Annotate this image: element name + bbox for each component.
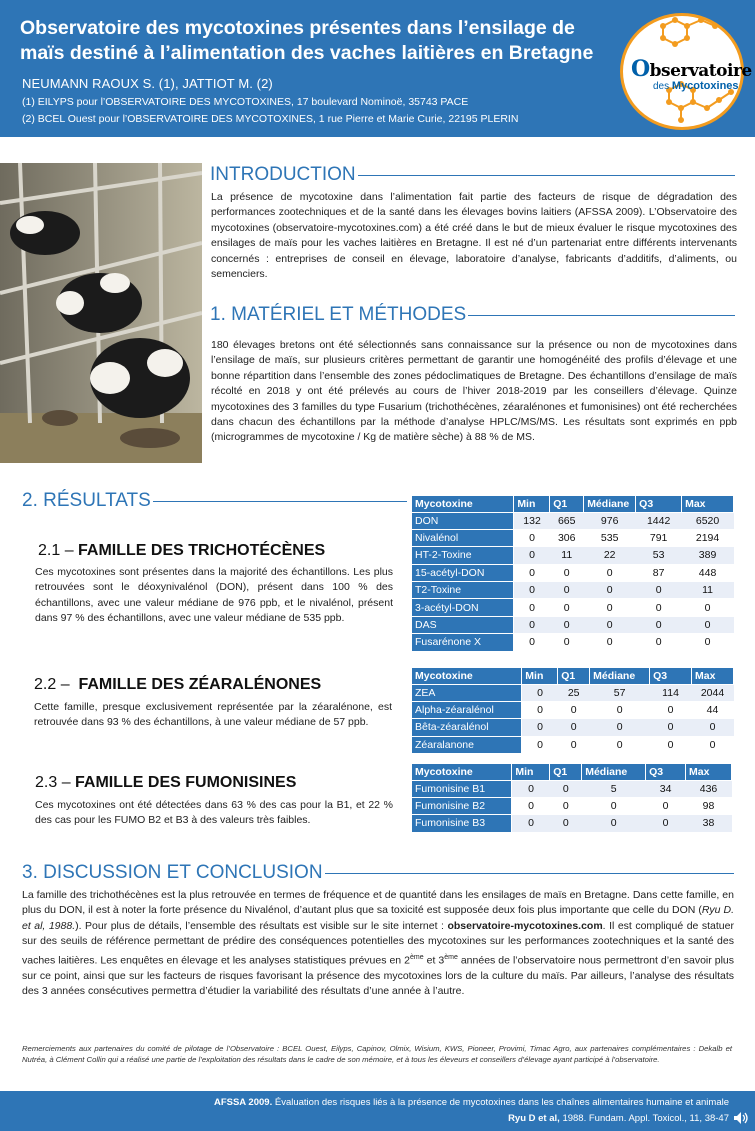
table-header-cell: Q1 xyxy=(558,668,590,684)
table-header-cell: Q1 xyxy=(550,764,582,780)
value-cell: 0 xyxy=(636,616,682,633)
table-row xyxy=(412,616,734,633)
value-cell: 6520 xyxy=(682,512,734,529)
mycotoxin-name-cell: Alpha-zéaralénol xyxy=(412,701,522,718)
value-cell: 0 xyxy=(550,815,582,832)
acknowledgements: Remerciements aux partenaires du comité de pilotage de l’Observatoire : BCEL Ouest, Eilyps, Capinov, Olmix, Wisium, KWS, Pioneer, Provimi, Timac Agro, aux partenaires complémentaires : Dekalb et Nutréa, à Clément Collin qui a réalisé une partie de l’exploitation des résultats dans le cadre de son mémoire, et à tous les éleveurs et conseillers d’élevage ayant participé à l’observatoire. xyxy=(22,1044,732,1064)
value-cell: 0 xyxy=(550,564,584,581)
discussion-heading: 3. DISCUSSION ET CONCLUSION xyxy=(22,862,734,884)
value-cell: 25 xyxy=(558,684,590,701)
value-cell: 98 xyxy=(686,797,732,814)
cows-photo xyxy=(0,163,202,463)
value-cell: 0 xyxy=(636,599,682,616)
value-cell: 0 xyxy=(590,736,650,753)
value-cell: 389 xyxy=(682,547,734,564)
fumonisines-table xyxy=(412,764,732,833)
logo-subtitle: des Mycotoxines xyxy=(653,80,739,92)
value-cell: 976 xyxy=(584,512,636,529)
table-row xyxy=(412,547,734,564)
value-cell: 1442 xyxy=(636,512,682,529)
value-cell: 0 xyxy=(550,616,584,633)
value-cell: 0 xyxy=(646,815,686,832)
value-cell: 0 xyxy=(636,582,682,599)
table-header-cell: Q1 xyxy=(550,496,584,512)
value-cell: 0 xyxy=(636,634,682,651)
reference-2: Ryu D et al, 1988. Fundam. Appl. Toxicol., 11, 38-47 xyxy=(508,1113,729,1124)
value-cell: 306 xyxy=(550,529,584,546)
references-footer xyxy=(0,1091,755,1131)
value-cell: 11 xyxy=(682,582,734,599)
value-cell: 0 xyxy=(550,634,584,651)
value-cell: 0 xyxy=(522,736,558,753)
introduction-text: La présence de mycotoxine dans l’alimentation fait partie des facteurs de risque de dégradation des performances zootechniques et de la santé dans les élevages bovins laitiers (AFSSA 2009). L’Observatoire des mycotoxines (observatoire-mycotoxines.com) a été créé dans le but de mieux évaluer le risque mycotoxines des ensilages de maïs pour les vaches laitières en Bretagne. Il est né d’un partenariat entre différents intervenants concernés : entreprises de conseil en élevage, laboratoire d’analyse, fabricants d’additifs, d’aliments, ou semenciers. xyxy=(211,191,737,281)
value-cell: 0 xyxy=(582,797,646,814)
value-cell: 0 xyxy=(558,736,590,753)
mycotoxin-name-cell: Fusarénone X xyxy=(412,634,514,651)
value-cell: 0 xyxy=(514,634,550,651)
table-header-cell: Min xyxy=(522,668,558,684)
value-cell: 2044 xyxy=(692,684,734,701)
table-header-cell: Min xyxy=(514,496,550,512)
speaker-icon[interactable] xyxy=(733,1111,749,1125)
discussion-text: La famille des trichothécènes est la plus retrouvée en termes de fréquence et de quantité dans les ensilages de maïs en Bretagne. Dans cette famille, en plus du DON, il est à noter la forte présence du Nivalénol, d’autant plus que sa toxicité est supposée deux fois plus importante que celle du DON (Ryu D. et al, 1988.). Pour plus de détails, l’ensemble des résultats est visible sur le site internet : observatoire-mycotoxines.com. Il est compliqué de statuer sur des seuils de référence permettant de prédire des conséquences potentielles des mycotoxines sur les performances zootechniques et la santé des vaches laitières. Les enquêtes en élevage et les analyses statistiques prévues en 2ème et 3ème années de l’observatoire nous permettront d’en savoir plus sur ce point, ainsi que sur les facteurs de risques favorisant la présence des mycotoxines lors de la culture du maïs. Par ailleurs, l’analyse des résultats des 3 années consécutives permettra d’étudier la variabilité des résultats d’une année à l’autre. xyxy=(22,889,734,997)
value-cell: 0 xyxy=(584,616,636,633)
value-cell: 34 xyxy=(646,780,686,797)
value-cell: 0 xyxy=(550,797,582,814)
value-cell: 38 xyxy=(686,815,732,832)
table-header-cell: Min xyxy=(512,764,550,780)
table-header-cell: Mycotoxine xyxy=(412,668,522,684)
mycotoxin-name-cell: T2-Toxine xyxy=(412,582,514,599)
mycotoxin-name-cell: Bêta-zéaralénol xyxy=(412,719,522,736)
methods-heading: 1. MATÉRIEL ET MÉTHODES xyxy=(210,304,735,326)
mycotoxin-name-cell: Fumonisine B3 xyxy=(412,815,512,832)
value-cell: 5 xyxy=(582,780,646,797)
table-row xyxy=(412,599,734,616)
value-cell: 57 xyxy=(590,684,650,701)
value-cell: 0 xyxy=(590,701,650,718)
value-cell: 0 xyxy=(522,701,558,718)
value-cell: 87 xyxy=(636,564,682,581)
value-cell: 0 xyxy=(692,736,734,753)
value-cell: 665 xyxy=(550,512,584,529)
value-cell: 0 xyxy=(558,701,590,718)
value-cell: 0 xyxy=(514,564,550,581)
value-cell: 0 xyxy=(512,815,550,832)
value-cell: 0 xyxy=(682,599,734,616)
value-cell: 0 xyxy=(584,599,636,616)
value-cell: 0 xyxy=(692,719,734,736)
mycotoxin-name-cell: Nivalénol xyxy=(412,529,514,546)
results-subsection-1-text: Ces mycotoxines sont présentes dans la majorité des échantillons. Les plus retrouvées sont le déoxynivalénol (DON), présent dans 100 % des échantillons, avec une valeur médiane de 976 ppb, et le nivalénol, présent dans 97 % des échantillons, avec une valeur médiane de 535 ppb. xyxy=(35,566,393,625)
table-row xyxy=(412,719,734,736)
value-cell: 0 xyxy=(584,564,636,581)
value-cell: 0 xyxy=(682,616,734,633)
table-row xyxy=(412,564,734,581)
reference-1: AFSSA 2009. Évaluation des risques liés à la présence de mycotoxines dans les chaînes alimentaires humaine et animale xyxy=(213,1097,729,1108)
value-cell: 448 xyxy=(682,564,734,581)
affiliation-1: (1) EILYPS pour l’OBSERVATOIRE DES MYCOTOXINES, 17 boulevard Nominoë, 35743 PACE xyxy=(22,96,469,108)
mycotoxin-name-cell: ZEA xyxy=(412,684,522,701)
value-cell: 0 xyxy=(682,634,734,651)
value-cell: 0 xyxy=(650,736,692,753)
value-cell: 44 xyxy=(692,701,734,718)
table-row xyxy=(412,815,732,832)
value-cell: 535 xyxy=(584,529,636,546)
table-header-cell: Q3 xyxy=(650,668,692,684)
table-row xyxy=(412,529,734,546)
value-cell: 53 xyxy=(636,547,682,564)
table-header-cell: Max xyxy=(682,496,734,512)
zearalenones-table xyxy=(412,668,734,754)
value-cell: 114 xyxy=(650,684,692,701)
table-row xyxy=(412,797,732,814)
table-row xyxy=(412,736,734,753)
value-cell: 0 xyxy=(584,634,636,651)
authors: NEUMANN RAOUX S. (1), JATTIOT M. (2) xyxy=(22,76,273,91)
value-cell: 0 xyxy=(550,599,584,616)
mycotoxin-name-cell: DON xyxy=(412,512,514,529)
value-cell: 22 xyxy=(584,547,636,564)
table-row xyxy=(412,512,734,529)
value-cell: 132 xyxy=(514,512,550,529)
value-cell: 0 xyxy=(646,797,686,814)
table-row xyxy=(412,701,734,718)
value-cell: 0 xyxy=(512,780,550,797)
value-cell: 0 xyxy=(522,684,558,701)
table-row xyxy=(412,780,732,797)
mycotoxin-name-cell: HT-2-Toxine xyxy=(412,547,514,564)
website-link[interactable]: observatoire-mycotoxines.com xyxy=(447,919,603,932)
value-cell: 0 xyxy=(514,529,550,546)
value-cell: 791 xyxy=(636,529,682,546)
value-cell: 0 xyxy=(550,582,584,599)
value-cell: 0 xyxy=(590,719,650,736)
value-cell: 0 xyxy=(584,582,636,599)
mycotoxin-name-cell: 15-acétyl-DON xyxy=(412,564,514,581)
value-cell: 0 xyxy=(650,701,692,718)
value-cell: 0 xyxy=(650,719,692,736)
table-row xyxy=(412,684,734,701)
table-header-cell: Médiane xyxy=(590,668,650,684)
mycotoxin-name-cell: 3-acétyl-DON xyxy=(412,599,514,616)
results-subsection-2-title: 2.2 – FAMILLE DES ZÉARALÉNONES xyxy=(34,676,322,693)
mycotoxin-name-cell: Fumonisine B1 xyxy=(412,780,512,797)
mycotoxin-name-cell: DAS xyxy=(412,616,514,633)
results-subsection-3-title: 2.3 – FAMILLE DES FUMONISINES xyxy=(35,774,297,791)
results-subsection-1-title: 2.1 – FAMILLE DES TRICHOTÉCÈNES xyxy=(38,542,326,559)
table-row xyxy=(412,582,734,599)
table-header-cell: Médiane xyxy=(584,496,636,512)
value-cell: 0 xyxy=(522,719,558,736)
table-header-cell: Mycotoxine xyxy=(412,496,514,512)
value-cell: 0 xyxy=(514,547,550,564)
value-cell: 0 xyxy=(514,599,550,616)
observatoire-logo xyxy=(620,13,752,130)
value-cell: 0 xyxy=(512,797,550,814)
value-cell: 0 xyxy=(550,780,582,797)
table-header-cell: Médiane xyxy=(582,764,646,780)
logo-wordmark: Observatoire xyxy=(631,56,752,82)
table-header-cell: Max xyxy=(686,764,732,780)
table-header-cell: Q3 xyxy=(636,496,682,512)
methods-text: 180 élevages bretons ont été sélectionnés sans connaissance sur la présence ou non de mycotoxines dans l’ensilage de maïs, sur plusieurs critères permettant de garantir une homogénéité des profils d’élevage et une bonne répartition dans l’ensemble des zones pédoclimatiques de Bretagne. Des échantillons d’ensilage de maïs récolté en 2018 y ont été prélevés au cours de l’hiver 2018-2019 par les conseillers d’élevage. Quinze mycotoxines des 3 familles du type Fusarium (trichothécènes, zéaralénones et fumonisines) ont été recherchées dans chacun des échantillons par la méthode d’analyse HPLC/MS/MS. Les résultats sont exprimés en ppb (microgrammes de mycotoxine / Kg de matière sèche) à 88 % de MS. xyxy=(211,339,737,444)
table-header-cell: Q3 xyxy=(646,764,686,780)
introduction-heading: INTRODUCTION xyxy=(210,164,735,186)
results-subsection-2-text: Cette famille, presque exclusivement représentée par la zéaralénone, est retrouvée dans 93 % des échantillons, à une valeur médiane de 57 ppb. xyxy=(34,701,392,729)
results-subsection-3-text: Ces mycotoxines ont été détectées dans 63 % des cas pour la B1, et 22 % des cas pour les FUMO B2 et B3 à des valeurs très faibles. xyxy=(35,799,393,827)
value-cell: 0 xyxy=(582,815,646,832)
value-cell: 0 xyxy=(558,719,590,736)
table-header-cell: Mycotoxine xyxy=(412,764,512,780)
mycotoxin-name-cell: Fumonisine B2 xyxy=(412,797,512,814)
value-cell: 11 xyxy=(550,547,584,564)
value-cell: 2194 xyxy=(682,529,734,546)
value-cell: 436 xyxy=(686,780,732,797)
table-header-cell: Max xyxy=(692,668,734,684)
header-banner xyxy=(0,0,755,137)
value-cell: 0 xyxy=(514,616,550,633)
affiliation-2: (2) BCEL Ouest pour l’OBSERVATOIRE DES MYCOTOXINES, 1 rue Pierre et Marie Curie, 22195 PLERIN xyxy=(22,113,519,125)
poster-title: Observatoire des mycotoxines présentes dans l’ensilage de maïs destiné à l’alimentation des vaches laitières en Bretagne xyxy=(20,17,594,64)
mycotoxin-name-cell: Zéaralanone xyxy=(412,736,522,753)
results-heading: 2. RÉSULTATS xyxy=(22,490,407,512)
table-row xyxy=(412,634,734,651)
value-cell: 0 xyxy=(514,582,550,599)
trichothecenes-table xyxy=(412,496,734,652)
